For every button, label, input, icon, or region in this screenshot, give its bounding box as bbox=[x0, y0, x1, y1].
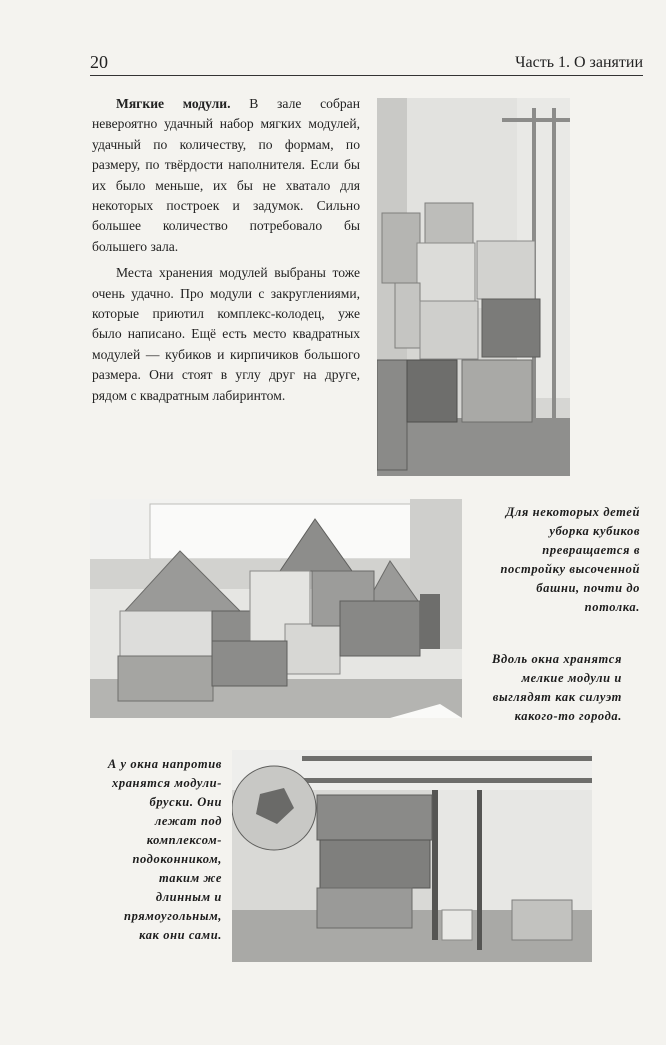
running-head: Часть 1. О занятии bbox=[515, 54, 643, 71]
caption-tower: Для некоторых детей уборка кубиков превращается в постройку высоченной башни, почти до потолка. bbox=[500, 505, 640, 614]
page-header bbox=[90, 50, 643, 76]
photo-bar-modules bbox=[232, 750, 592, 962]
paragraph-soft-modules bbox=[92, 94, 360, 257]
paragraph-1-text: В зале собран невероятно удачный набор мягких модулей, удачный по количеству, по формам, по размеру, по твёрдости наполнителя. Если бы их было меньше, их бы не хватало для некоторых построек и задумок. Сильно большее количество потребовало бы большего зала. bbox=[92, 96, 360, 254]
paragraph-storage: Места хранения модулей выбраны тоже очень удачно. Про модули с закруглениями, которые приютил комплекс-колодец, уже было написано. Ещё есть место квадратных модулей — кубиков и кирпичиков большого размера. Они стоят в углу друг на друге, рядом с квадратным лабиринтом. bbox=[92, 265, 360, 403]
lead-term: Мягкие модули. bbox=[116, 96, 231, 111]
page-number: 20 bbox=[90, 52, 108, 72]
caption-window: Вдоль окна хранятся мелкие модули и выглядят как силуэт какого-то города. bbox=[491, 652, 622, 723]
photo-stacked-cubes bbox=[377, 98, 570, 476]
caption-bars: А у окна напротив хранятся модули-бруски. Они лежат под комплексом-подоконником, таким же длинным и прямоугольным, как они сами. bbox=[107, 757, 222, 942]
body-text bbox=[92, 94, 360, 406]
header-rule bbox=[90, 75, 643, 77]
photo-window-modules bbox=[90, 499, 462, 718]
